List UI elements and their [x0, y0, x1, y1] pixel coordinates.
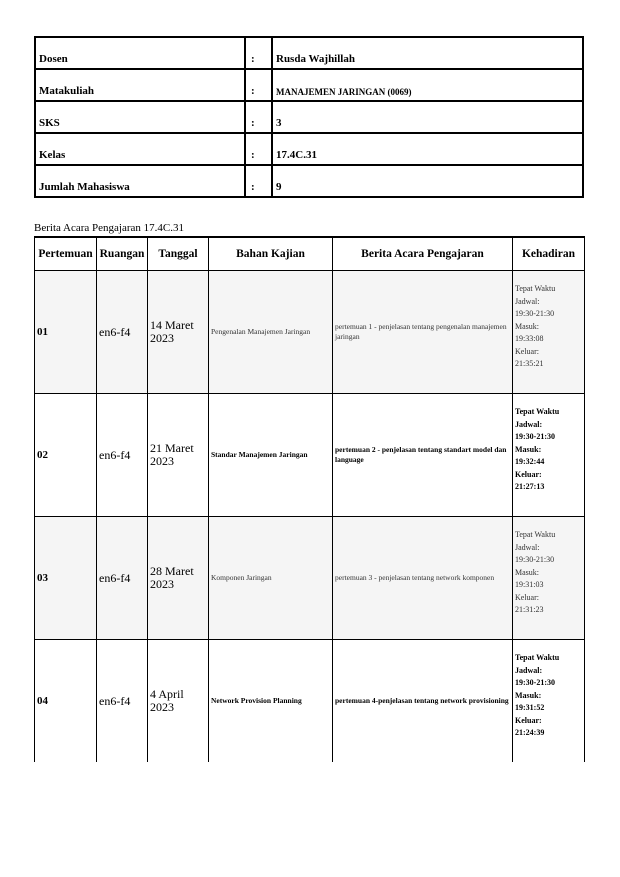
info-value: Rusda Wajhillah: [272, 37, 583, 69]
check-out-time: 21:35:21: [515, 359, 544, 368]
meeting-number: 02: [35, 394, 97, 517]
info-row-matakuliah: [35, 69, 583, 101]
report-description: pertemuan 1 - penjelasan tentang pengenalan manajemen jaringan: [333, 271, 513, 394]
attendance-status: Tepat Waktu: [515, 407, 560, 416]
schedule-label: Jadwal:: [515, 419, 543, 429]
room: en6-f4: [97, 271, 148, 394]
topic: Standar Manajemen Jaringan: [209, 394, 333, 517]
check-in-time: 19:32:44: [515, 457, 545, 466]
header-pertemuan: Pertemuan: [35, 237, 97, 271]
info-separator: :: [245, 37, 272, 69]
room: en6-f4: [97, 394, 148, 517]
table-caption: Berita Acara Pengajaran 17.4C.31: [34, 222, 184, 234]
info-row-sks: [35, 101, 583, 133]
date: 21 Maret 2023: [148, 394, 209, 517]
meeting-number: 01: [35, 271, 97, 394]
header-bahan-kajian: Bahan Kajian: [209, 237, 333, 271]
table-row: [35, 394, 585, 517]
check-out-time: 21:24:39: [515, 728, 545, 737]
table-row: [35, 517, 585, 640]
report-description: pertemuan 2 - penjelasan tentang standart model dan language: [333, 394, 513, 517]
info-value: 3: [272, 101, 583, 133]
check-out-time: 21:27:13: [515, 482, 545, 491]
info-separator: :: [245, 133, 272, 165]
check-out-label: Keluar:: [515, 592, 539, 602]
schedule-time: 19:30-21:30: [515, 432, 555, 441]
check-in-label: Masuk:: [515, 567, 539, 577]
info-separator: :: [245, 165, 272, 197]
check-in-label: Masuk:: [515, 690, 542, 700]
schedule-time: 19:30-21:30: [515, 309, 555, 318]
attendance: [513, 394, 585, 517]
check-out-time: 21:31:23: [515, 605, 544, 614]
schedule-label: Jadwal:: [515, 542, 540, 552]
check-in-label: Masuk:: [515, 321, 539, 331]
info-label: Dosen: [35, 37, 245, 69]
check-in-time: 19:31:03: [515, 580, 544, 589]
attendance: [513, 271, 585, 394]
room: en6-f4: [97, 517, 148, 640]
meeting-number: 03: [35, 517, 97, 640]
header-ruangan: Ruangan: [97, 237, 148, 271]
info-separator: :: [245, 101, 272, 133]
report-description: pertemuan 4-penjelasan tentang network provisioning: [333, 640, 513, 763]
check-out-label: Keluar:: [515, 469, 542, 479]
report-description: pertemuan 3 - penjelasan tentang network komponen: [333, 517, 513, 640]
table-row: [35, 640, 585, 763]
attendance-status: Tepat Waktu: [515, 653, 560, 662]
header-kehadiran: Kehadiran: [513, 237, 585, 271]
table-header-row: [35, 237, 585, 271]
info-label: Kelas: [35, 133, 245, 165]
info-row-kelas: [35, 133, 583, 165]
header-berita-acara: Berita Acara Pengajaran: [333, 237, 513, 271]
room: en6-f4: [97, 640, 148, 763]
info-value: MANAJEMEN JARINGAN (0069): [272, 69, 583, 101]
table-row: [35, 271, 585, 394]
schedule-time: 19:30-21:30: [515, 555, 555, 564]
check-in-label: Masuk:: [515, 444, 542, 454]
info-separator: :: [245, 69, 272, 101]
info-label: Matakuliah: [35, 69, 245, 101]
date: 4 April 2023: [148, 640, 209, 763]
teaching-report-table: [34, 236, 585, 762]
info-label: Jumlah Mahasiswa: [35, 165, 245, 197]
info-value: 9: [272, 165, 583, 197]
attendance: [513, 640, 585, 763]
schedule-label: Jadwal:: [515, 296, 540, 306]
course-info-table: [34, 36, 584, 198]
meeting-number: 04: [35, 640, 97, 763]
check-in-time: 19:33:08: [515, 334, 544, 343]
info-row-jumlah-mahasiswa: [35, 165, 583, 197]
attendance-status: Tepat Waktu: [515, 530, 556, 539]
info-row-dosen: [35, 37, 583, 69]
schedule-label: Jadwal:: [515, 665, 543, 675]
check-out-label: Keluar:: [515, 346, 539, 356]
attendance: [513, 517, 585, 640]
topic: Komponen Jaringan: [209, 517, 333, 640]
check-out-label: Keluar:: [515, 715, 542, 725]
info-value: 17.4C.31: [272, 133, 583, 165]
schedule-time: 19:30-21:30: [515, 678, 555, 687]
topic: Pengenalan Manajemen Jaringan: [209, 271, 333, 394]
check-in-time: 19:31:52: [515, 703, 545, 712]
date: 14 Maret 2023: [148, 271, 209, 394]
header-tanggal: Tanggal: [148, 237, 209, 271]
attendance-status: Tepat Waktu: [515, 284, 556, 293]
date: 28 Maret 2023: [148, 517, 209, 640]
topic: Network Provision Planning: [209, 640, 333, 763]
info-label: SKS: [35, 101, 245, 133]
